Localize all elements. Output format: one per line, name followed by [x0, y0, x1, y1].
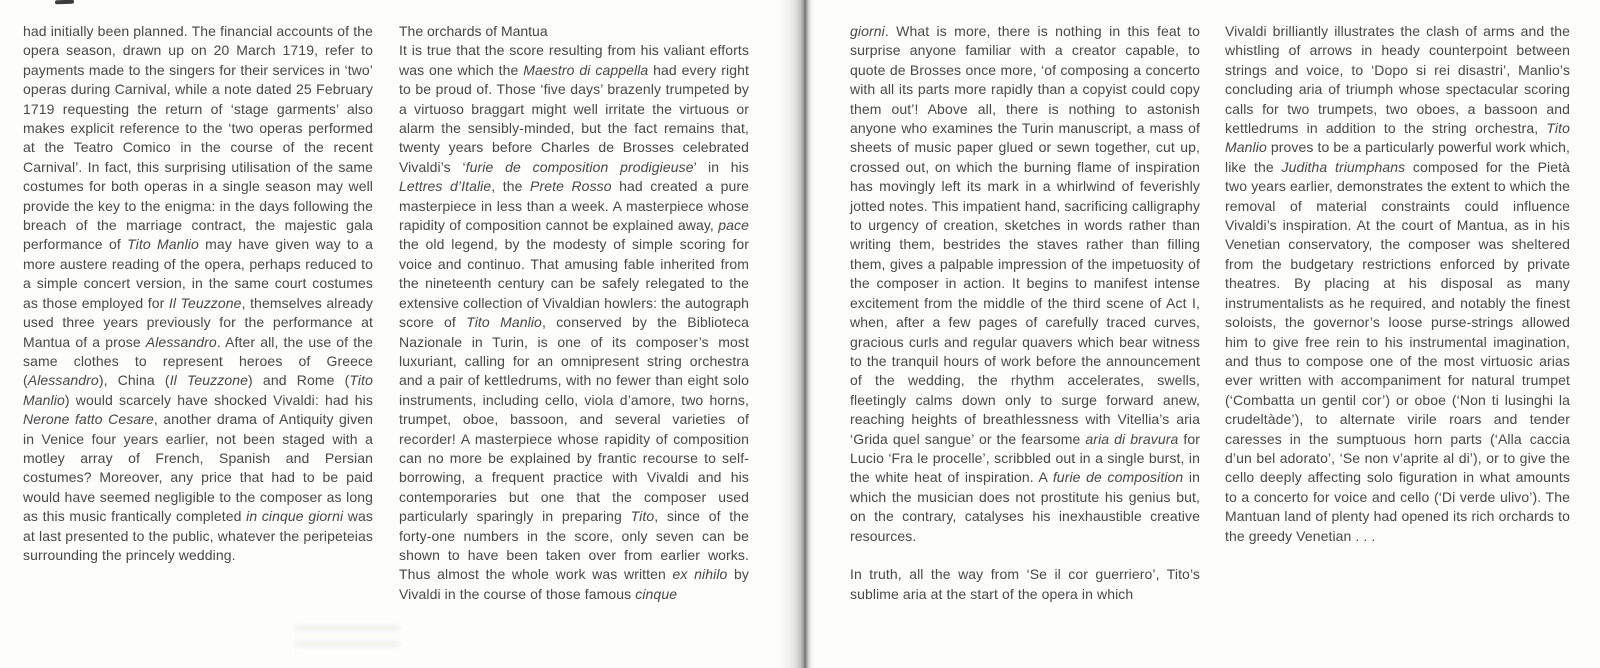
paragraph-in-truth: In truth, all the way from ‘Se il cor guerriero’, Tito’s sublime aria at the start of the opera in which — [850, 566, 1200, 602]
page-showthrough-ghost-text — [295, 618, 400, 658]
column-3 — [850, 22, 1200, 668]
page-left — [0, 0, 779, 668]
scan-smudge — [55, 0, 74, 4]
column-2 — [399, 22, 749, 668]
paragraph-continuation: giorni. What is more, there is nothing in this feat to surprise anyone familiar with a creator capable, to quote de Brosses once more, ‘of composing a concerto with all its parts more rapidly than a copyist could copy them out’! Above all, there is nothing to astonish anyone who examines the Turin manuscript, a mass of sheets of music paper glued or sewn together, cut up, crossed out, on which the burning flame of inspiration has movingly left its mark in a whirlwind of feverishly jotted notes. This impatient hand, sacrificing calligraphy to urgency of creation, sketches in words rather than writing them, bestrides the staves rather than filling them, gives a palpable impression of the impetuosity of the composer in action. It begins to manifest intense excitement from the middle of the third scene of Act I, when, after a few pages of carefully traced curves, gracious curls and regular quavers which bear witness to the tranquil hours of work before the announcement of the wedding, the rhythm accelerates, swells, fleetingly calms down only to surge forward anew, reaching heights of breathlessness with Vitellia’s aria ‘Grida quel sangue’ or the fearsome aria di bravura for Lucio ‘Fra le procelle’, scribbled out in a single burst, in the white heat of inspiration. A furie de composition in which the musician does not prostitute his genius but, on the contrary, catalyses his inexhaustible creative resources. — [850, 23, 1200, 544]
section-heading: The orchards of Mantua — [399, 23, 548, 39]
paragraph-orchards: It is true that the score resulting from his valiant efforts was one which the Maestro di cappella had every right to be proud of. Those ‘five days’ brazenly trumpeted by a virtuoso braggart might well irritate the virtuous or alarm the sensibly-minded, but the fact remains that, twenty years before Charles de Brosses celebrated Vivaldi’s ‘furie de composition prodigieuse’ in his Lettres d’Italie, the Prete Rosso had created a pure masterpiece in less than a week. A masterpiece whose rapidity of composition cannot be explained away, pace the old legend, by the modesty of simple scoring for voice and continuo. That amusing fable inherited from the nineteenth century can be safely relegated to the extensive collection of Vivaldian howlers: the autograph score of Tito Manlio, conserved by the Biblioteca Nazionale in Turin, is one of its composer’s most luxuriant, calling for an omnipresent string orchestra and a pair of kettledrums, with no fewer than eight solo instruments, including cello, viola d’amore, two horns, trumpet, oboe, bassoon, and several varieties of recorder! A masterpiece whose rapidity of composition can no more be explained by frantic recourse to self-borrowing, a frequent practice with Vivaldi and his contemporaries but one that the composer used particularly sparingly in preparing Tito, since of the forty-one numbers in the score, only seven can be shown to have been taken over from earlier works. Thus almost the whole work was written ex nihilo by Vivaldi in the course of those famous cinque — [399, 42, 750, 602]
paragraph-continuation: had initially been planned. The financial accounts of the opera season, drawn up on 20 March 1719, refer to payments made to the singers for their services in ‘two’ operas during Carnival, while a note dated 25 February 1719 requesting the return of ‘stage garments’ also makes explicit reference to the ‘two operas performed at the Teatro Comico in the course of the recent Carnival’. In fact, this surprising utilisation of the same costumes for both operas in a single season may well provide the key to the enigma: in the days following the breach of the marriage contract, the majestic gala performance of Tito Manlio may have given way to a more austere reading of the opera, perhaps reduced to a simple concert version, in the same court costumes as those employed for Il Teuzzone, themselves already used three years previously for the performance at Mantua of a prose Alessandro. After all, the use of the same clothes to represent heroes of Greece (Alessandro), China (Il Teuzzone) and Rome (Tito Manlio) would scarcely have shocked Vivaldi: had his Nerone fatto Cesare, another drama of Antiquity given in Venice four years earlier, not been staged with a motley array of French, Spanish and Persian costumes? Moreover, any price that had to be paid would have seemed negligible to the composer as long as this music frantically completed in cinque giorni was at last presented to the public, whatever the peripeteias surrounding the princely wedding. — [23, 23, 374, 563]
column-1 — [23, 22, 373, 668]
column-4 — [1225, 22, 1570, 668]
book-gutter-binding — [779, 0, 814, 668]
paragraph-continuation: Vivaldi brilliantly illustrates the clash of arms and the whistling of arrows in heady counterpoint between strings and voice, to ‘Dopo si rei disastri’, Manlio’s concluding aria of triumph whose spectacular scoring calls for two trumpets, two oboes, a bassoon and kettledrums in addition to the string orchestra, Tito Manlio proves to be a particularly powerful work which, like the Juditha triumphans composed for the Pietà two years earlier, demonstrates the extent to which the removal of material constraints could influence Vivaldi’s inspiration. At the court of Mantua, as in his Venetian conservatory, the composer was sheltered from the budgetary restrictions enforced by private theatres. By placing at his disposal as many instrumentalists as he required, and notably the finest soloists, the governor’s loose purse-strings allowed him to give free rein to his instrumental imagination, and thus to compose one of the most virtuosic arias ever written with accompaniment for natural trumpet (‘Combatta un gentil cor’) or oboe (‘Non ti lusinghi la crudeltàde’), to alternate virile roars and tender caresses in the sumptuous horn parts (‘Alla caccia d’un bel adorato’, ‘Se non v’aprite al di’), or to give the cello deeply affecting solo figuration in what amounts to a concerto for voice and cello (‘Di verde ulivo’). The Mantuan land of plenty had opened its rich orchards to the greedy Venetian . . . — [1225, 23, 1570, 544]
page-right — [814, 0, 1600, 668]
